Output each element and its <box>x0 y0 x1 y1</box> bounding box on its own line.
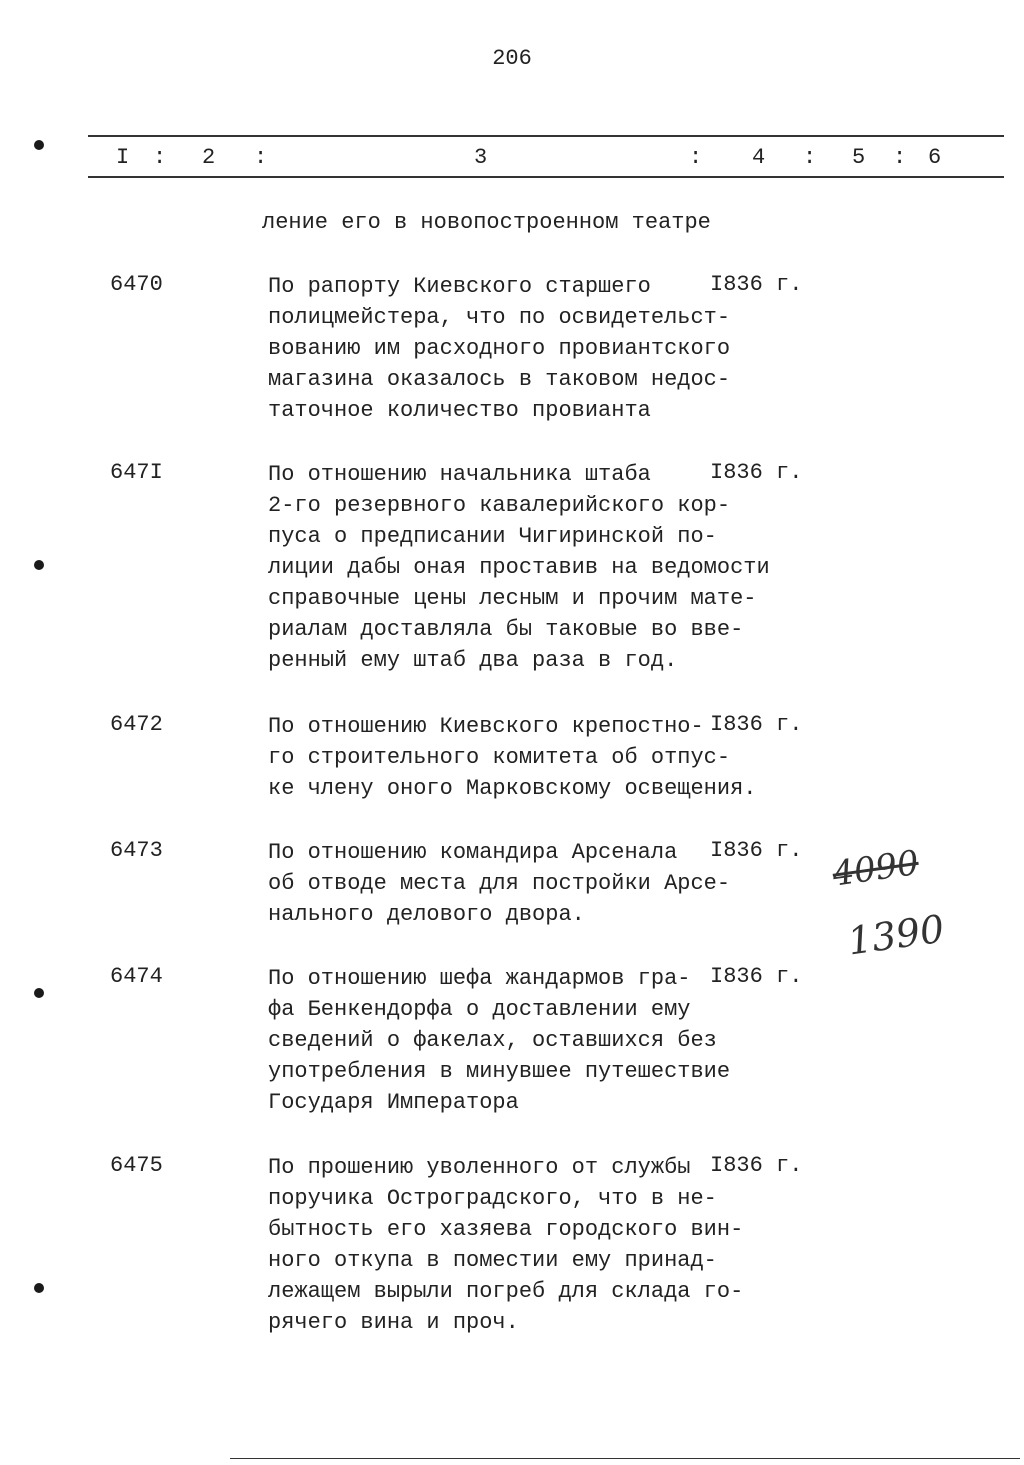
col-header-5: 5 <box>852 145 866 170</box>
header-bottom-rule <box>88 176 1004 178</box>
col-header-6: 6 <box>928 145 942 170</box>
entry-year: I836 г. <box>710 272 803 297</box>
col-header-4: 4 <box>752 145 766 170</box>
entry-text: По отношению командира Арсенала об отводе места для постройки Арсе- нального делового двора. <box>268 840 731 927</box>
page-number: 206 <box>492 46 532 71</box>
col-separator: : <box>254 145 268 170</box>
entry-text: По отношению начальника штаба 2-го резервного кавалерийского кор- пуса о предписании Чигиринской по- лиции дабы оная проставив на ведомости справочные цены лесным и прочим мате- риалам доставляла бы таковые во вве- ренный ему штаб два раза в год. <box>268 462 770 673</box>
entry-year: I836 г. <box>710 838 803 863</box>
handwritten-note-crossed: 4090 <box>830 842 922 895</box>
binder-hole-icon <box>34 140 44 150</box>
entry-text: По отношению шефа жандармов гра- фа Бенкендорфа о доставлении ему сведений о факелах, оставшихся без употребления в минувшее путешествие Государя Императора <box>268 966 731 1115</box>
entry-number: 6474 <box>110 964 163 989</box>
entry-number: 647I <box>110 460 163 485</box>
col-separator: : <box>803 145 817 170</box>
continuation-text: ление его в новопостроенном театре <box>262 210 711 235</box>
binder-hole-icon <box>34 988 44 998</box>
entry-year: I836 г. <box>710 460 803 485</box>
col-header-2: 2 <box>202 145 216 170</box>
entry-year: I836 г. <box>710 1153 803 1178</box>
col-separator: : <box>893 145 907 170</box>
col-separator: : <box>689 145 703 170</box>
col-header-3: 3 <box>474 145 488 170</box>
col-header-1: I <box>116 145 130 170</box>
entry-year: I836 г. <box>710 712 803 737</box>
col-separator: : <box>153 145 167 170</box>
binder-hole-icon <box>34 1283 44 1293</box>
header-top-rule <box>88 135 1004 137</box>
handwritten-note: 1390 <box>845 906 947 964</box>
entry-text: По рапорту Киевского старшего полицмейстера, что по освидетельст- вованию им расходного провиантского магазина оказалось в таковом недос- таточное количество провианта <box>268 274 731 423</box>
entry-text: По прошению уволенного от службы поручика Остроградского, что в не- бытность его хазяева городского вин- ного откупа в поместии ему принад- лежащем вырыли погреб для склада го- рячего вина и проч. <box>268 1155 744 1335</box>
entry-number: 6472 <box>110 712 163 737</box>
binder-hole-icon <box>34 560 44 570</box>
footer-rule <box>230 1458 1020 1459</box>
entry-number: 6473 <box>110 838 163 863</box>
entry-number: 6475 <box>110 1153 163 1178</box>
entry-text: По отношению Киевского крепостно- го строительного комитета об отпус- ке члену оного Марковскому освещения. <box>268 714 757 801</box>
entry-year: I836 г. <box>710 964 803 989</box>
entry-number: 6470 <box>110 272 163 297</box>
